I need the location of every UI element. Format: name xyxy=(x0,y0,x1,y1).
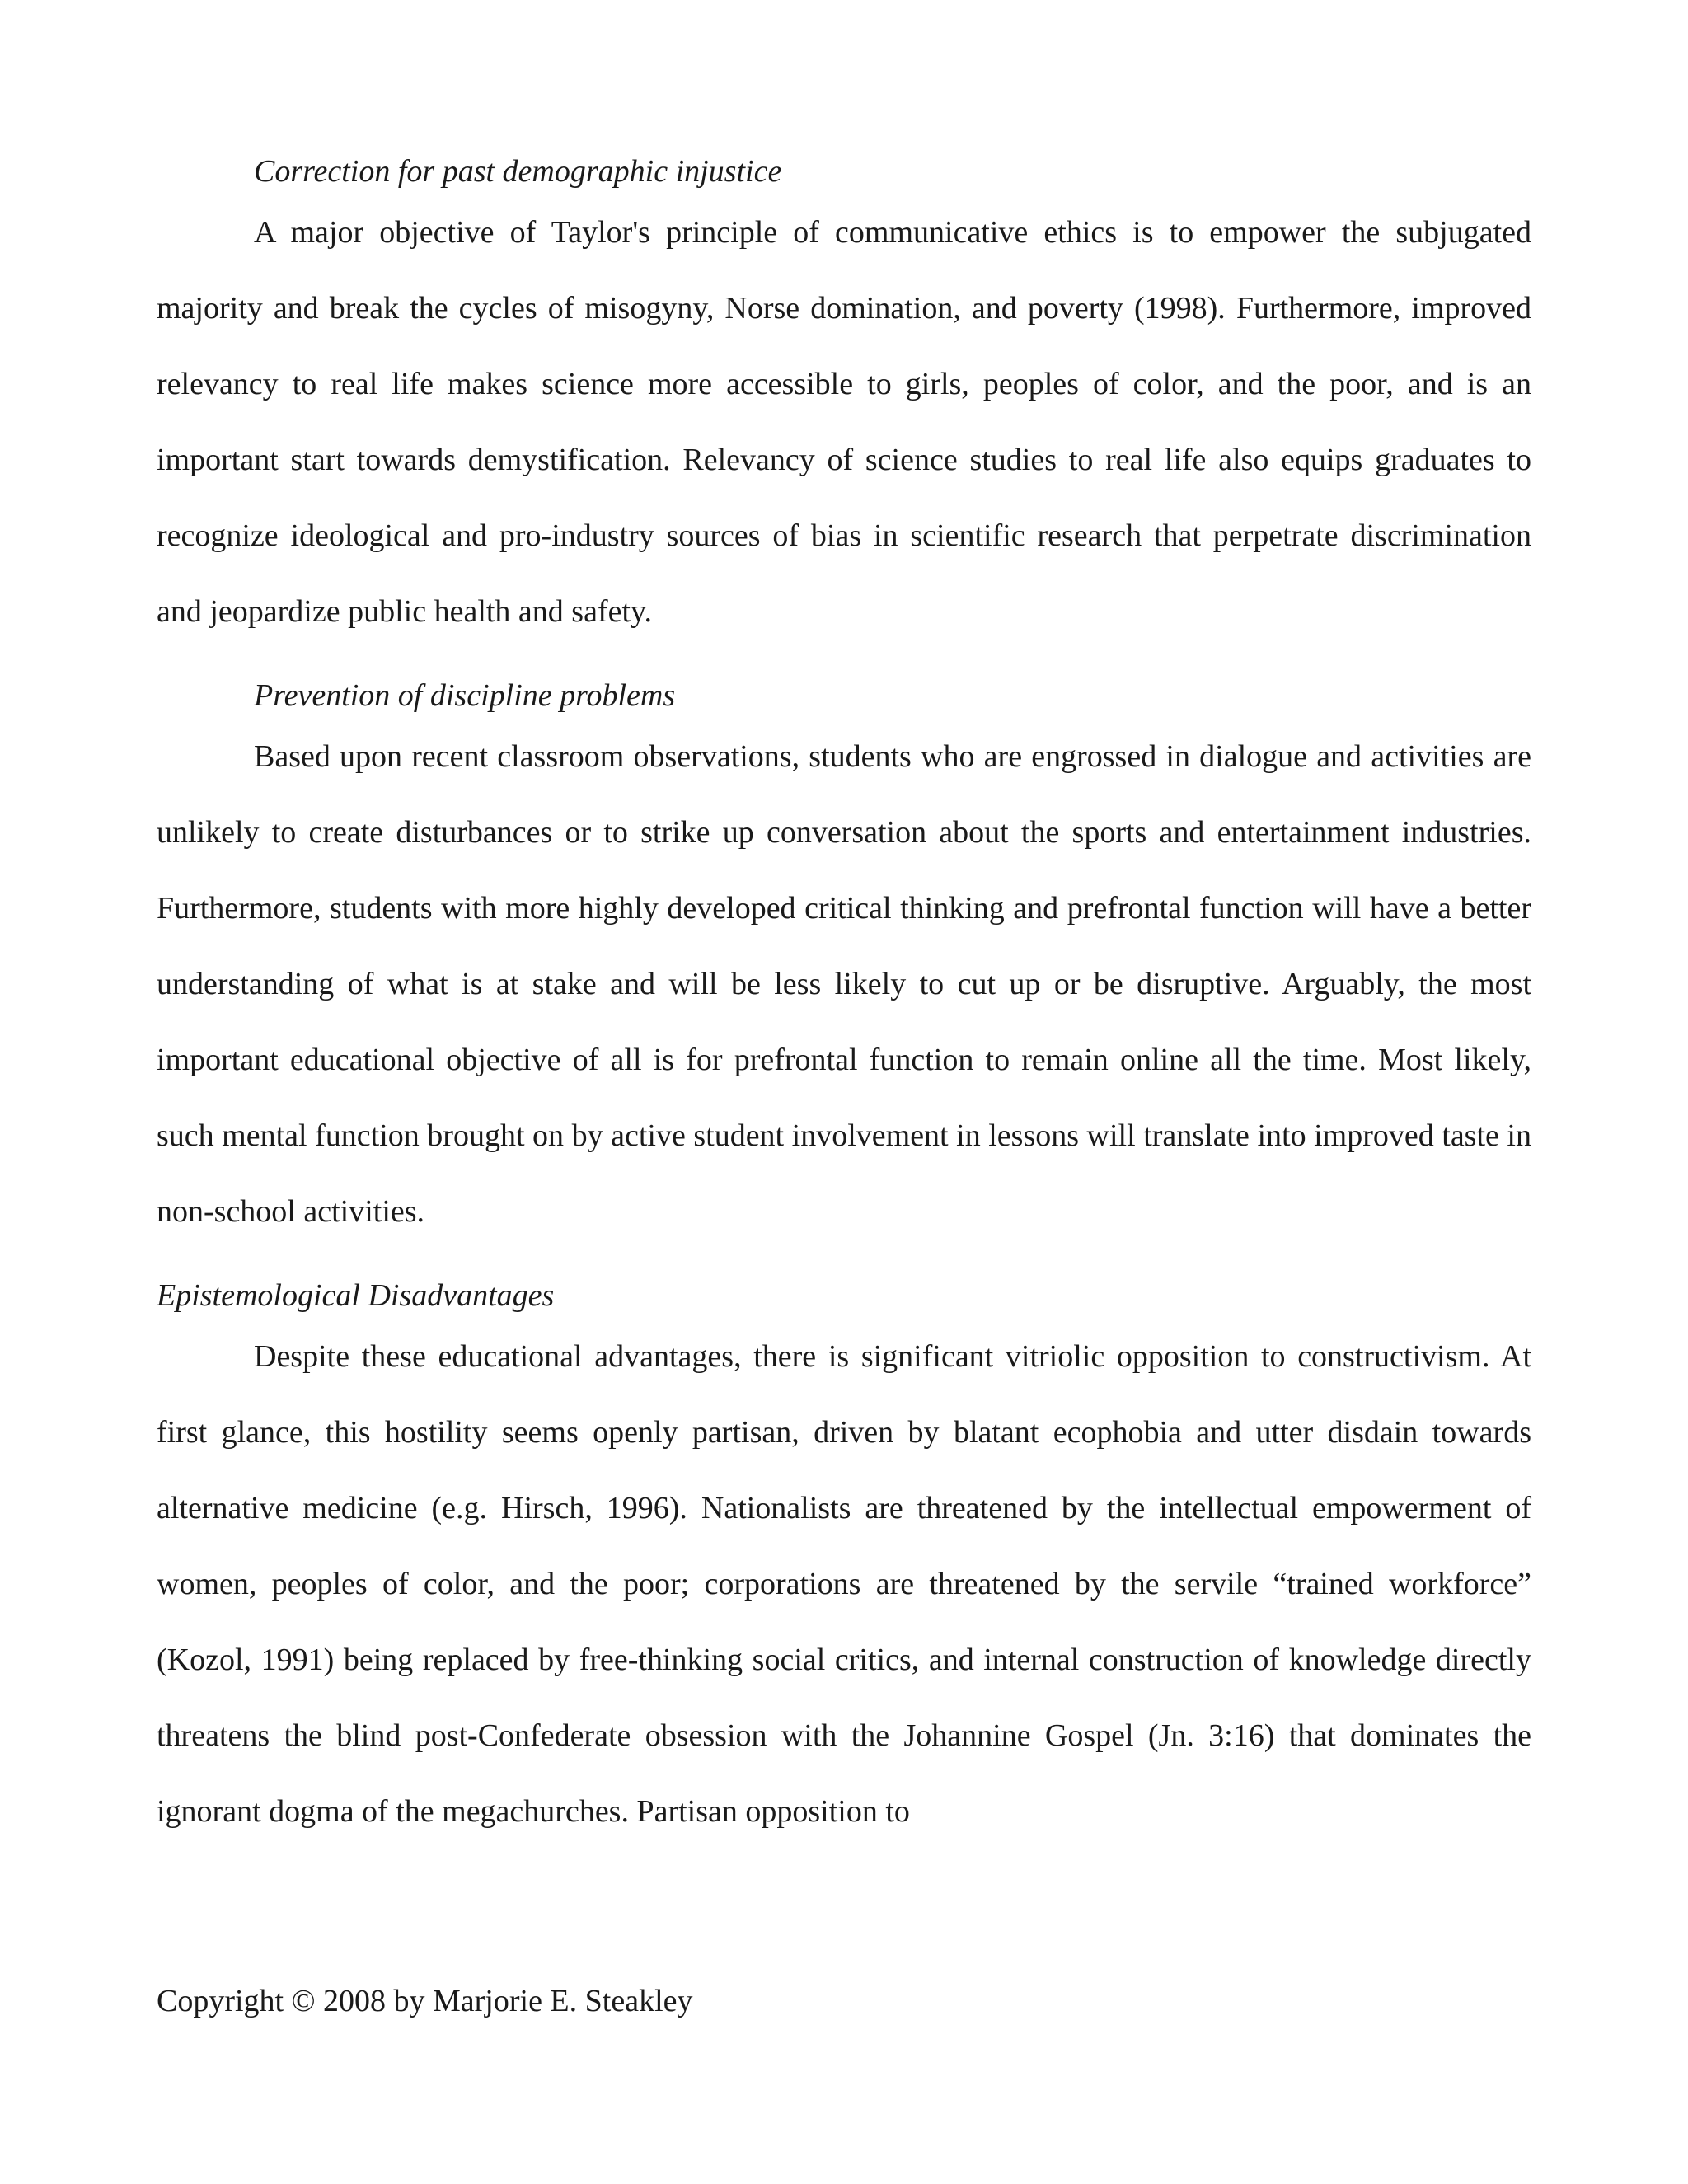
section-paragraph-epistemological: Despite these educational advantages, there is significant vitriolic opposition to constructivism. At first glance, this hostility seems openly partisan, driven by blatant ecophobia and utter disdain towards alternative medicine (e.g. Hirsch, 1996). Nationalists are threatened by the intellectual empowerment of women, peoples of color, and the poor; corporations are threatened by the servile “trained workforce” (Kozol, 1991) being replaced by free-thinking social critics, and internal construction of knowledge directly threatens the blind post-Confederate obsession with the Johannine Gospel (Jn. 3:16) that dominates the ignorant dogma of the megachurches. Partisan opposition to xyxy=(157,1339,1531,1829)
section-paragraph-correction: A major objective of Taylor's principle of communicative ethics is to empower the subjugated majority and break the cycles of misogyny, Norse domination, and poverty (1998). Furthermore, improved relevancy to real life makes science more accessible to girls, peoples of color, and the poor, and is an important start towards demystification. Relevancy of science studies to real life also equips graduates to recognize ideological and pro-industry sources of bias in scientific research that perpetrate discrimination and jeopardize public health and safety. xyxy=(157,215,1531,629)
section-heading-correction: Correction for past demographic injustice xyxy=(254,154,782,189)
section-heading-epistemological: Epistemological Disadvantages xyxy=(157,1278,555,1313)
document-body xyxy=(157,148,1531,1849)
section-heading-prevention: Prevention of discipline problems xyxy=(254,678,676,713)
section-paragraph-prevention: Based upon recent classroom observations, students who are engrossed in dialogue and activities are unlikely to create disturbances or to strike up conversation about the sports and entertainment industries. Furthermore, students with more highly developed critical thinking and prefrontal function will have a better understanding of what is at stake and will be less likely to cut up or be disruptive. Arguably, the most important educational objective of all is for prefrontal function to remain online all the time. Most likely, such mental function brought on by active student involvement in lessons will translate into improved taste in non-school activities. xyxy=(157,739,1531,1229)
copyright-footer: Copyright © 2008 by Marjorie E. Steakley xyxy=(157,1984,693,2018)
